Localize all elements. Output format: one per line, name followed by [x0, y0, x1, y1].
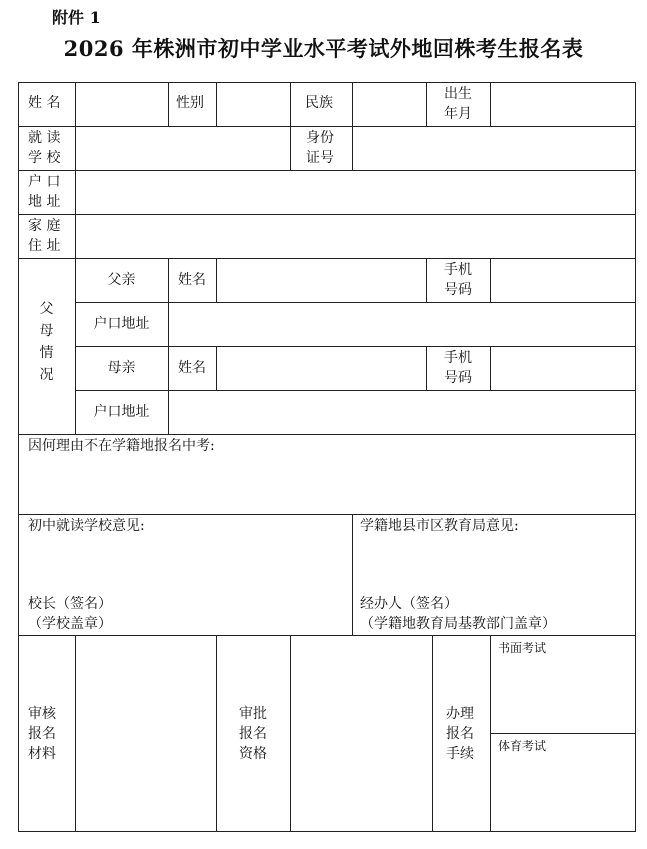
- mother-name-label: 姓名: [178, 360, 206, 376]
- col-line: [216, 346, 217, 390]
- handler-sign-label: 经办人（签名）: [360, 596, 458, 612]
- row-line: [75, 346, 636, 347]
- reason-label: 因何理由不在学籍地报名中考:: [28, 438, 215, 454]
- approve-label-line: 报名: [239, 726, 267, 742]
- parents-label-char: 母: [39, 323, 54, 339]
- col-line: [168, 346, 169, 390]
- review-label-line: 材料: [28, 746, 56, 762]
- bureau-opinion-label: 学籍地县市区教育局意见:: [360, 518, 519, 534]
- row-line: [75, 390, 636, 391]
- school-opinion-label: 初中就读学校意见:: [28, 518, 145, 534]
- name-label: 姓 名: [28, 95, 61, 111]
- father-phone-label-line1: 手机: [444, 262, 472, 278]
- approve-label-line: 资格: [239, 746, 267, 762]
- table-border-top: [18, 82, 636, 83]
- birth-label-line1: 出生: [444, 86, 472, 102]
- parents-label-char: 父: [39, 301, 54, 317]
- bureau-seal-label: （学籍地教育局基教部门盖章）: [360, 616, 556, 632]
- row-line: [18, 126, 636, 127]
- father-name-label: 姓名: [178, 272, 206, 288]
- col-line: [216, 258, 217, 302]
- mother-hukou-label: 户口地址: [93, 404, 150, 420]
- col-line: [432, 635, 433, 831]
- home-label-line2: 住 址: [28, 238, 61, 254]
- process-label-line: 报名: [446, 726, 474, 742]
- birth-label-line2: 年月: [444, 106, 472, 122]
- col-line: [216, 82, 217, 126]
- id-label-line1: 身份: [306, 130, 334, 146]
- registration-form-table: [18, 82, 636, 832]
- pe-exam-label: 体育考试: [498, 739, 547, 753]
- father-phone-label-line2: 号码: [444, 282, 472, 298]
- hukou-label-line1: 户 口: [28, 174, 61, 190]
- col-line: [216, 635, 217, 831]
- principal-sign-label: 校长（签名）: [28, 596, 112, 612]
- hukou-label-line2: 地 址: [28, 194, 61, 210]
- col-line: [490, 82, 491, 126]
- row-line: [18, 434, 636, 435]
- row-line: [18, 514, 636, 515]
- attachment-label: 附件 1: [52, 8, 101, 27]
- row-line: [18, 214, 636, 215]
- row-line: [18, 170, 636, 171]
- review-label-line: 审核: [28, 706, 56, 722]
- id-label-line2: 证号: [306, 150, 334, 166]
- col-line: [290, 82, 291, 126]
- col-line: [352, 514, 353, 635]
- col-line: [290, 635, 291, 831]
- row-line: [75, 302, 636, 303]
- parents-label-char: 情: [39, 345, 54, 361]
- school-seal-label: （学校盖章）: [28, 616, 112, 632]
- col-line: [168, 302, 169, 346]
- father-label: 父亲: [107, 272, 136, 288]
- school-label-line1: 就 读: [28, 130, 61, 146]
- col-line: [490, 346, 491, 390]
- approve-label-line: 审批: [239, 706, 267, 722]
- col-line: [290, 126, 291, 170]
- col-line: [75, 635, 76, 831]
- col-line: [168, 390, 169, 434]
- review-label-line: 报名: [28, 726, 56, 742]
- col-line: [490, 258, 491, 302]
- col-line: [168, 258, 169, 302]
- mother-phone-label-line1: 手机: [444, 350, 472, 366]
- home-label-line1: 家 庭: [28, 218, 61, 234]
- process-label-line: 手续: [446, 746, 474, 762]
- gender-label: 性别: [176, 95, 204, 111]
- written-exam-label: 书面考试: [498, 641, 547, 655]
- parents-label-char: 况: [39, 367, 54, 383]
- ethnicity-label: 民族: [305, 95, 333, 111]
- col-line: [75, 82, 76, 434]
- school-label-line2: 学 校: [28, 150, 61, 166]
- col-line: [168, 82, 169, 126]
- mother-label: 母亲: [107, 360, 136, 376]
- mother-phone-label-line2: 号码: [444, 370, 472, 386]
- row-line: [490, 733, 636, 734]
- col-line: [352, 82, 353, 170]
- father-hukou-label: 户口地址: [93, 316, 150, 332]
- table-border-left: [18, 82, 19, 832]
- table-border-bottom: [18, 831, 636, 832]
- row-line: [18, 635, 636, 636]
- col-line: [490, 635, 491, 831]
- process-label-line: 办理: [446, 706, 474, 722]
- table-border-right: [635, 82, 636, 832]
- row-line: [18, 258, 636, 259]
- form-title: 2026 年株洲市初中学业水平考试外地回株考生报名表: [63, 36, 584, 61]
